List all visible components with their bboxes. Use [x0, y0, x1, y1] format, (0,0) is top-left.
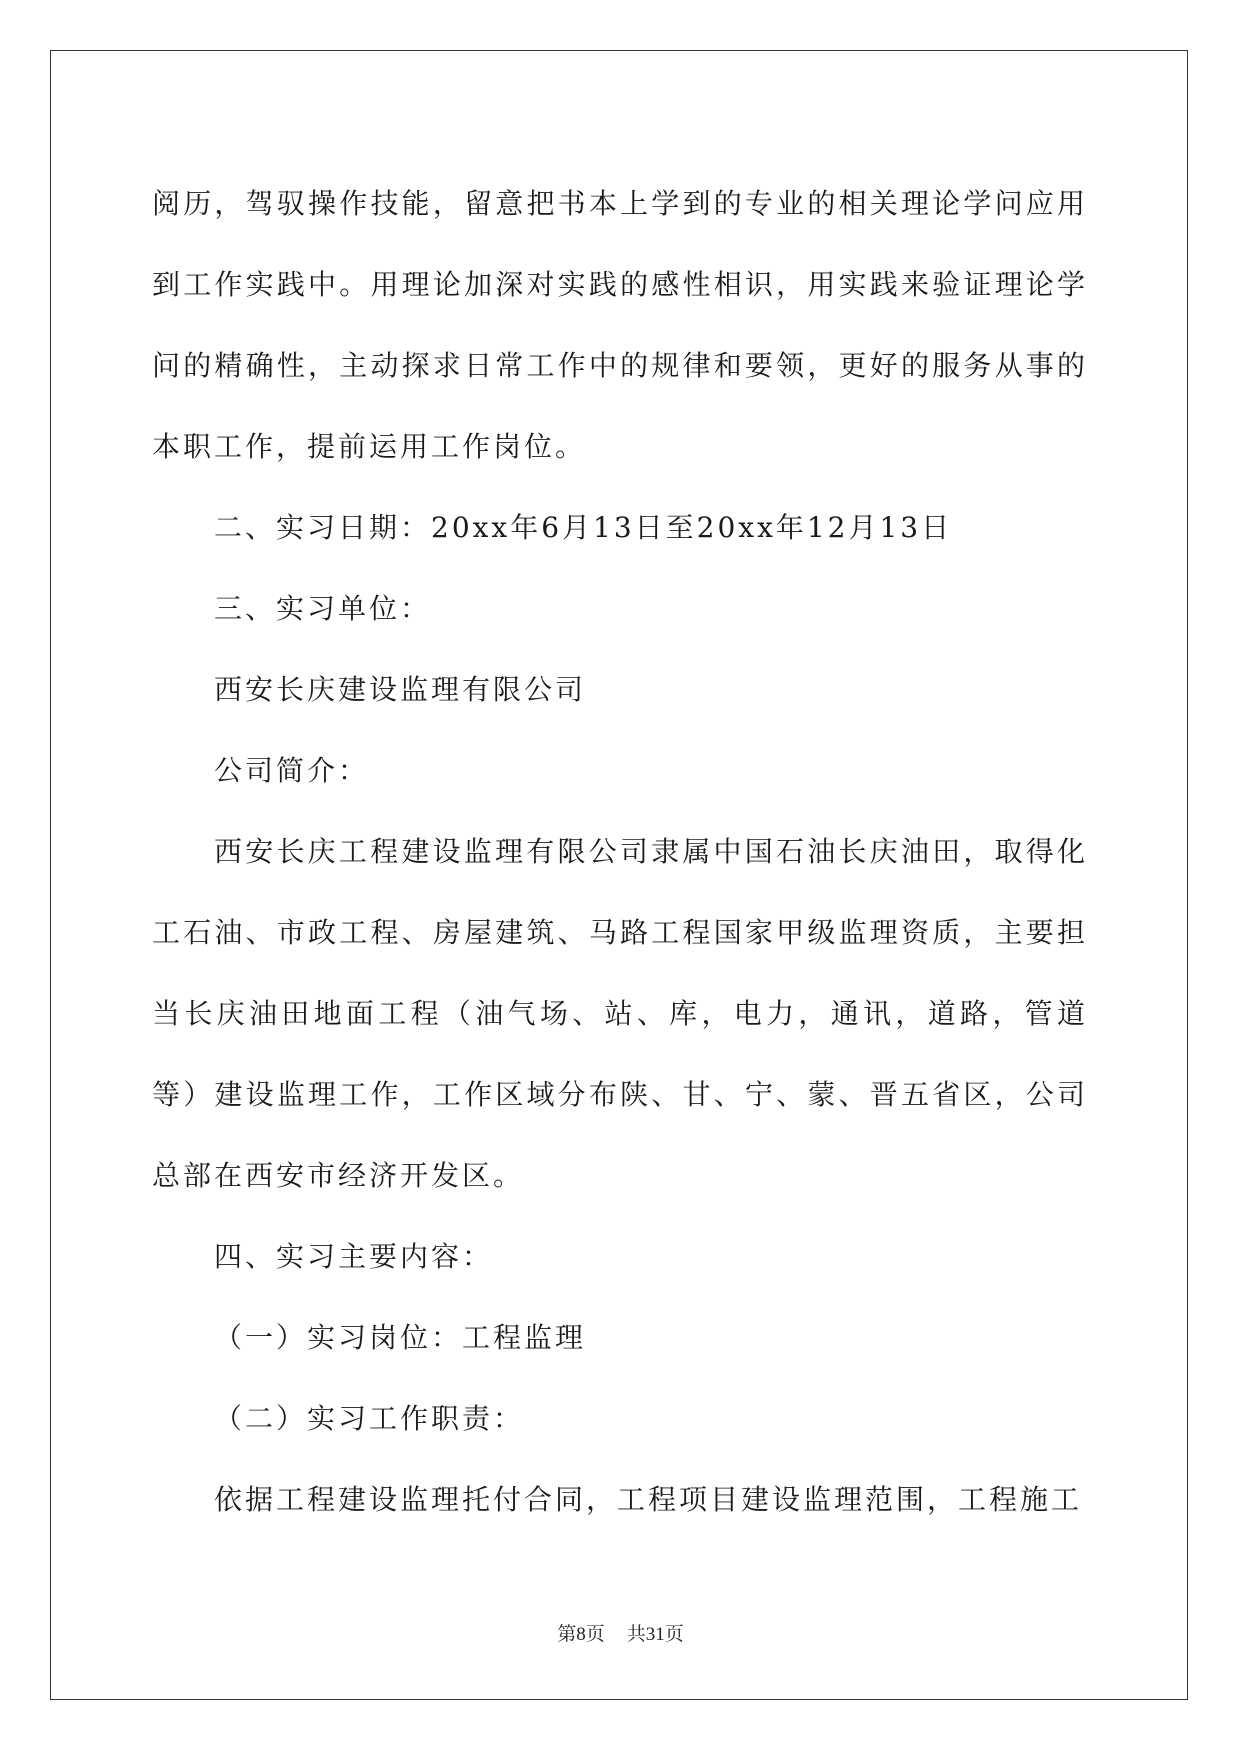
- paragraph-company-description: 西安长庆工程建设监理有限公司隶属中国石油长庆油田，取得化工石油、市政工程、房屋建筑、马路工程国家甲级监理资质，主要担当长庆油田地面工程（油气场、站、库，电力，通讯，道路，管道等）建设监理工作，工作区域分布陕、甘、宁、蒙、晋五省区，公司总部在西安市经济开发区。: [152, 835, 1088, 1192]
- paragraph-continuation: 阅历，驾驭操作技能，留意把书本上学到的专业的相关理论学问应用到工作实践中。用理论加深对实践的感性相识，用实践来验证理论学问的精确性，主动探求日常工作中的规律和要领，更好的服务从事的本职工作，提前运用工作岗位。: [152, 187, 1088, 463]
- heading-main-content: 四、实习主要内容：: [214, 1240, 494, 1273]
- page-total: 共31页: [626, 1624, 684, 1645]
- paragraph-company-name: 西安长庆建设监理有限公司: [214, 673, 587, 706]
- heading-work-duties: （二）实习工作职责：: [214, 1402, 525, 1435]
- page-number: 第8页: [557, 1624, 605, 1645]
- paragraph-duties-text: 依据工程建设监理托付合同，工程项目建设监理范围，工程施工: [214, 1483, 1083, 1516]
- heading-company-intro: 公司简介：: [214, 754, 370, 787]
- paragraph-internship-dates: 二、实习日期：20xx年6月13日至20xx年12月13日: [214, 511, 953, 544]
- paragraph-internship-position: （一）实习岗位：工程监理: [214, 1321, 587, 1354]
- document-body: [152, 163, 1088, 1540]
- heading-internship-unit: 三、实习单位：: [214, 592, 432, 625]
- page-footer: [0, 1623, 1241, 1647]
